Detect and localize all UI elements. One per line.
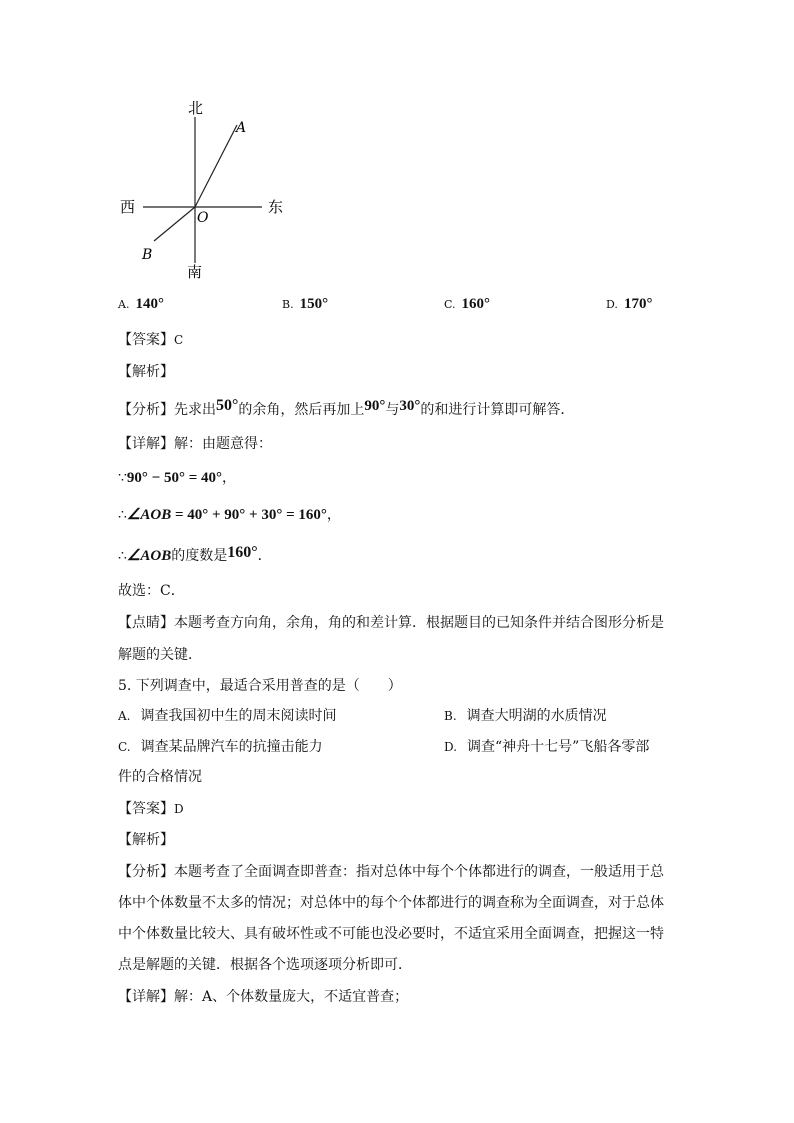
q4-dianjing — [118, 613, 664, 633]
fenxi-text: 本题考查了全面调查即普查：指对总体中每个个体都进行的调查，一般适用于总 — [174, 864, 664, 880]
q4-step3 — [118, 546, 272, 566]
option-letter: B. — [282, 298, 294, 311]
fenxi-tag: 【分析】 — [118, 402, 174, 418]
q4-option-c — [444, 296, 490, 313]
q5-option-d-cont: 件的合格情况 — [118, 769, 202, 785]
fenxi-text: 与 — [385, 402, 400, 418]
step1-end: ， — [222, 470, 237, 486]
q5-stem: 5. 下列调查中，最适合采用普查的是（ ） — [118, 678, 402, 694]
fenxi-text: 先求出 — [174, 402, 216, 418]
option-letter: A. — [118, 709, 131, 723]
option-text: 调查“神舟十七号”飞船各零部 — [467, 739, 650, 755]
q5-answer — [118, 799, 184, 819]
q4-step2 — [118, 505, 341, 525]
q4-option-a — [118, 296, 164, 313]
step2-equation: = 40° + 90° + 30° = 160° — [171, 507, 327, 523]
q5-fenxi-line2: 体中个体数量不太多的情况；对总体中的每个个体都进行的调查称为全面调查，对于总体 — [118, 895, 664, 911]
option-letter: A. — [118, 298, 130, 311]
option-letter: D. — [444, 740, 458, 754]
option-value: 170° — [623, 296, 653, 312]
answer-tag: 【答案】 — [118, 801, 174, 817]
ray-oa — [195, 125, 237, 207]
angle-aob: ∠AOB — [126, 548, 172, 564]
math-160-degrees: 160° — [227, 544, 258, 561]
fenxi-text: 的余角，然后再加上 — [238, 402, 365, 418]
option-letter: C. — [118, 740, 131, 754]
step2-end: ， — [326, 507, 341, 523]
step3-text: 的度数是 — [171, 548, 228, 564]
option-value: 150° — [299, 296, 329, 312]
step1-equation: 90° − 50° = 40° — [126, 470, 223, 486]
math-90-degrees: 90° — [364, 398, 386, 414]
q5-detail — [118, 987, 408, 1007]
option-text: 调查我国初中生的周末阅读时间 — [140, 708, 337, 724]
option-text: 调查大明湖的水质情况 — [466, 708, 607, 724]
option-value: 160° — [461, 296, 491, 312]
q5-option-c — [118, 737, 323, 757]
q4-detail — [118, 434, 272, 454]
answer-value: C — [174, 333, 184, 347]
q4-dianjing-cont: 解题的关键． — [118, 647, 202, 663]
therefore-symbol: ∴ — [118, 507, 127, 523]
q5-option-a — [118, 706, 336, 726]
label-point-o: O — [197, 210, 209, 226]
q5-option-b — [444, 706, 607, 726]
direction-diagram — [110, 95, 300, 285]
q5-option-d — [444, 737, 649, 757]
dianjing-text: 本题考查方向角，余角，角的和差计算．根据题目的已知条件并结合图形分析是 — [174, 615, 664, 631]
option-text: 调查某品牌汽车的抗撞击能力 — [140, 739, 323, 755]
q5-fenxi-line4: 点是解题的关键．根据各个选项逐项分析即可． — [118, 957, 412, 973]
ray-ob — [154, 207, 195, 241]
dianjing-tag: 【点睛】 — [118, 615, 174, 631]
fenxi-tag: 【分析】 — [118, 864, 174, 880]
angle-aob: ∠AOB — [126, 507, 172, 523]
label-point-a: A — [236, 120, 247, 136]
q4-step1 — [118, 468, 236, 488]
option-value: 140° — [135, 296, 164, 312]
therefore-symbol: ∴ — [118, 548, 127, 564]
fenxi-text: 的和进行计算即可解答． — [420, 402, 575, 418]
label-north: 北 — [188, 99, 204, 117]
option-letter: C. — [444, 298, 456, 311]
math-30-degrees: 30° — [399, 398, 421, 414]
q4-option-d — [606, 296, 652, 313]
q4-analysis-tag: 【解析】 — [118, 364, 174, 380]
math-50-degrees: 50° — [216, 397, 239, 414]
option-letter: B. — [444, 709, 457, 723]
detail-text: 解：由题意得： — [174, 436, 272, 452]
label-point-b: B — [142, 247, 153, 263]
label-south: 南 — [187, 263, 203, 281]
q5-analysis-tag: 【解析】 — [118, 832, 174, 848]
detail-tag: 【详解】 — [118, 989, 174, 1005]
detail-text: 解：A、个体数量庞大，不适宜普查； — [174, 989, 409, 1005]
because-symbol: ∵ — [118, 470, 127, 486]
q4-option-b — [282, 296, 328, 313]
q5-fenxi-line3: 中个体数量比较大、具有破坏性或不可能也没必要时，不适宜采用全面调查，把握这一特 — [118, 926, 664, 942]
q4-answer — [118, 330, 183, 350]
step3-end: ． — [257, 548, 272, 564]
q5-fenxi — [118, 862, 664, 882]
answer-tag: 【答案】 — [118, 332, 174, 348]
label-east: 东 — [268, 198, 284, 216]
label-west: 西 — [120, 198, 136, 216]
q4-choose: 故选：C． — [118, 583, 185, 599]
option-letter: D. — [606, 298, 618, 311]
q4-fenxi — [118, 397, 575, 420]
answer-value: D — [174, 802, 184, 816]
detail-tag: 【详解】 — [118, 436, 174, 452]
